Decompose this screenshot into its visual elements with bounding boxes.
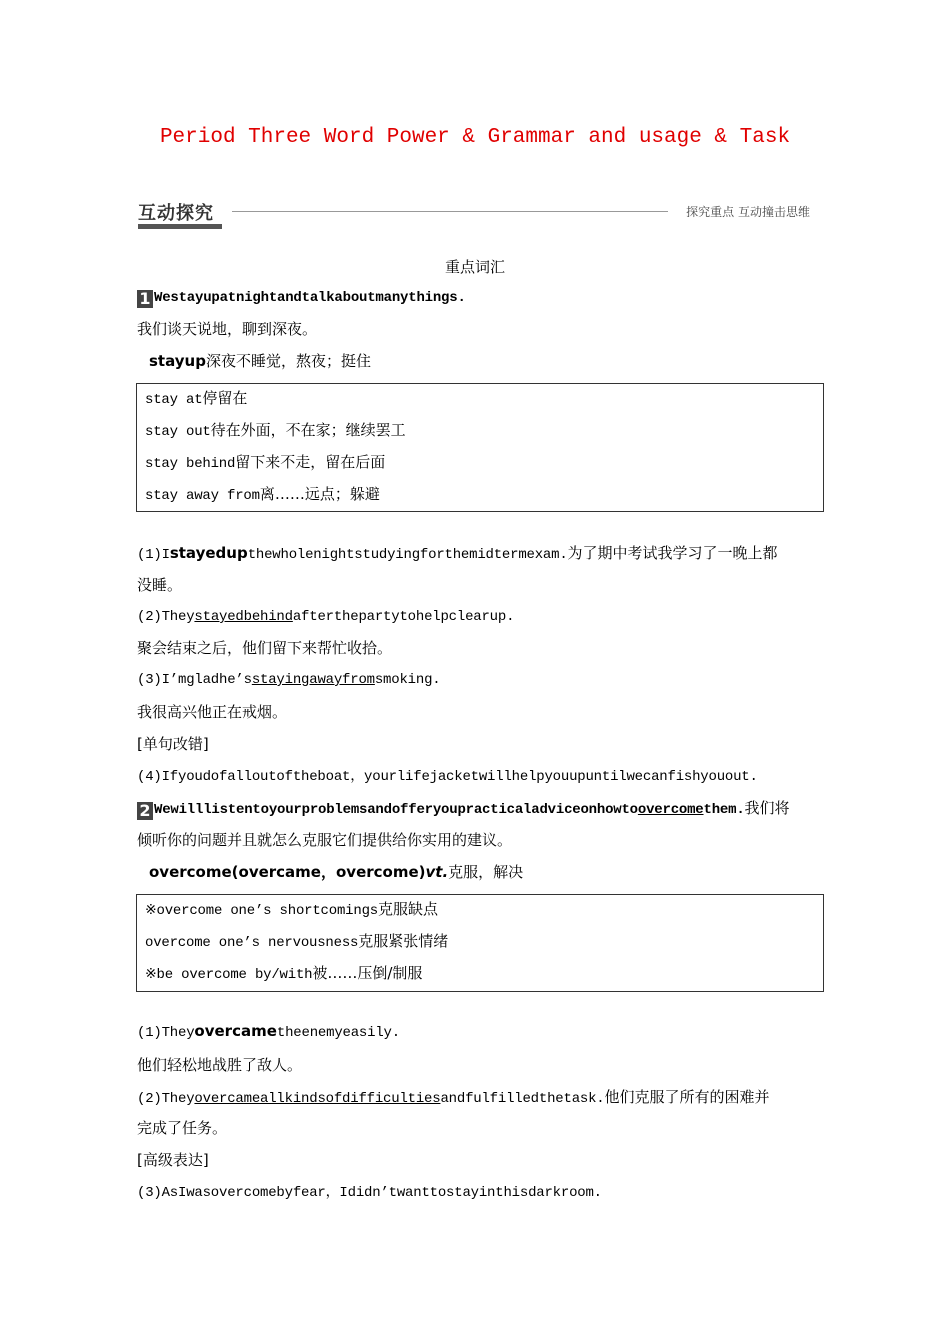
item1-sentence bbox=[137, 287, 466, 308]
item1-example-1 bbox=[137, 542, 778, 563]
item1-translation: 我们谈天说地，聊到深夜。 bbox=[137, 320, 318, 338]
key-sentence-end: them. bbox=[703, 802, 745, 818]
example-answer: stayingawayfrom bbox=[251, 672, 375, 688]
key-sentence: Wewilllistentoyourproblemsandofferyoupracticaladviceonhowto bbox=[154, 802, 638, 818]
item2-example-2-cont: 完成了任务。 bbox=[137, 1119, 228, 1137]
example-text: (1)They bbox=[137, 1025, 195, 1041]
box-row-zh: 克服缺点 bbox=[377, 900, 438, 918]
phrase: overcome(overcame，overcome) bbox=[149, 863, 426, 881]
box-row bbox=[145, 930, 448, 951]
item1-example-4: (4)Ifyoudofalloutoftheboat，yourlifejacketwillhelpyouupuntilwecanfishyouout. bbox=[137, 769, 758, 785]
box-row-en: ※be overcome by/with bbox=[145, 967, 313, 983]
phrase-meaning: 克服，解决 bbox=[448, 863, 524, 881]
section-divider bbox=[232, 211, 668, 212]
example-text: (2)They bbox=[137, 609, 195, 625]
item2-example-3: (3)AsIwasovercomebyfear，Ididn’twanttostayinthisdarkroom. bbox=[137, 1185, 602, 1201]
example-text: theenemyeasily. bbox=[276, 1025, 400, 1041]
box-row-en: stay behind bbox=[145, 456, 236, 472]
key-sentence: Westayupatnightandtalkaboutmanythings. bbox=[154, 290, 466, 306]
item1-example-3-translation: 我很高兴他正在戒烟。 bbox=[137, 703, 288, 721]
box-row-zh: 克服紧张情绪 bbox=[358, 932, 449, 950]
example-key: stayedup bbox=[169, 544, 248, 562]
part-of-speech: vt. bbox=[425, 863, 449, 881]
example-text: afterthepartytohelpclearup. bbox=[292, 609, 515, 625]
item1-phrase-box bbox=[136, 383, 824, 512]
item-number-badge: 2 bbox=[137, 802, 153, 820]
example-answer: overcameallkindsofdifficulties bbox=[194, 1091, 441, 1107]
box-row-en: ※overcome one’s shortcomings bbox=[145, 903, 378, 919]
item2-example-1 bbox=[137, 1022, 400, 1041]
item1-example-2 bbox=[137, 606, 514, 625]
phrase: stayup bbox=[149, 352, 206, 370]
example-text: smoking. bbox=[374, 672, 441, 688]
item1-example-3 bbox=[137, 669, 440, 688]
page-title: Period Three Word Power & Grammar and usage & Task bbox=[159, 126, 791, 149]
box-row-en: stay at bbox=[145, 392, 203, 408]
box-row-zh: 待在外面，不在家；继续罢工 bbox=[210, 421, 406, 439]
box-row bbox=[145, 962, 422, 983]
item2-sentence bbox=[137, 797, 790, 820]
box-row-zh: 离……远点；躲避 bbox=[259, 485, 380, 503]
item2-example-2 bbox=[137, 1086, 770, 1107]
item2-translation-start: 我们将 bbox=[744, 799, 790, 817]
box-row-zh: 被……压倒/制服 bbox=[312, 964, 423, 982]
box-row-en: stay out bbox=[145, 424, 211, 440]
box-row-zh: 留下来不走，留在后面 bbox=[235, 453, 386, 471]
section-subtitle: 探究重点 互动撞击思维 bbox=[686, 205, 810, 219]
item2-example-1-translation: 他们轻松地战胜了敌人。 bbox=[137, 1056, 303, 1074]
item1-example-2-translation: 聚会结束之后，他们留下来帮忙收拾。 bbox=[137, 639, 393, 657]
example-answer: stayedbehind bbox=[194, 609, 293, 625]
example-key: overcame bbox=[194, 1022, 277, 1040]
box-row bbox=[145, 898, 438, 919]
box-row-en: stay away from bbox=[145, 488, 260, 504]
advanced-label: [高级表达] bbox=[137, 1151, 209, 1169]
example-text: thewholenightstudyingforthemidtermexam. bbox=[247, 547, 568, 563]
example-text: (2)They bbox=[137, 1091, 195, 1107]
item1-example-1-cont: 没睡。 bbox=[137, 576, 183, 594]
phrase-meaning: 深夜不睡觉，熬夜；挺住 bbox=[205, 352, 371, 370]
section-header bbox=[138, 199, 810, 231]
box-row-en: overcome one’s nervousness bbox=[145, 935, 359, 951]
section-name: 互动探究 bbox=[138, 203, 214, 224]
box-row bbox=[145, 451, 385, 472]
example-translation: 他们克服了所有的困难并 bbox=[604, 1088, 770, 1106]
correction-label: [单句改错] bbox=[137, 735, 209, 753]
section-underline bbox=[138, 224, 222, 229]
item2-translation: 倾听你的问题并且就怎么克服它们提供给你实用的建议。 bbox=[137, 831, 513, 849]
item-number-badge: 1 bbox=[137, 290, 153, 308]
vocab-heading: 重点词汇 bbox=[444, 258, 505, 276]
example-text: (3)I’mgladhe’s bbox=[137, 672, 252, 688]
box-row-zh: 停留在 bbox=[202, 389, 248, 407]
example-text: (1)I bbox=[137, 547, 170, 563]
example-translation: 为了期中考试我学习了一晚上都 bbox=[567, 544, 778, 562]
example-text: andfulfilledthetask. bbox=[440, 1091, 605, 1107]
box-row bbox=[145, 483, 380, 504]
box-row bbox=[145, 387, 247, 408]
item1-phrase-line bbox=[149, 350, 371, 371]
item2-phrase-line bbox=[149, 861, 523, 882]
box-row bbox=[145, 419, 406, 440]
key-word: overcome bbox=[637, 802, 704, 818]
item2-phrase-box bbox=[136, 894, 824, 992]
